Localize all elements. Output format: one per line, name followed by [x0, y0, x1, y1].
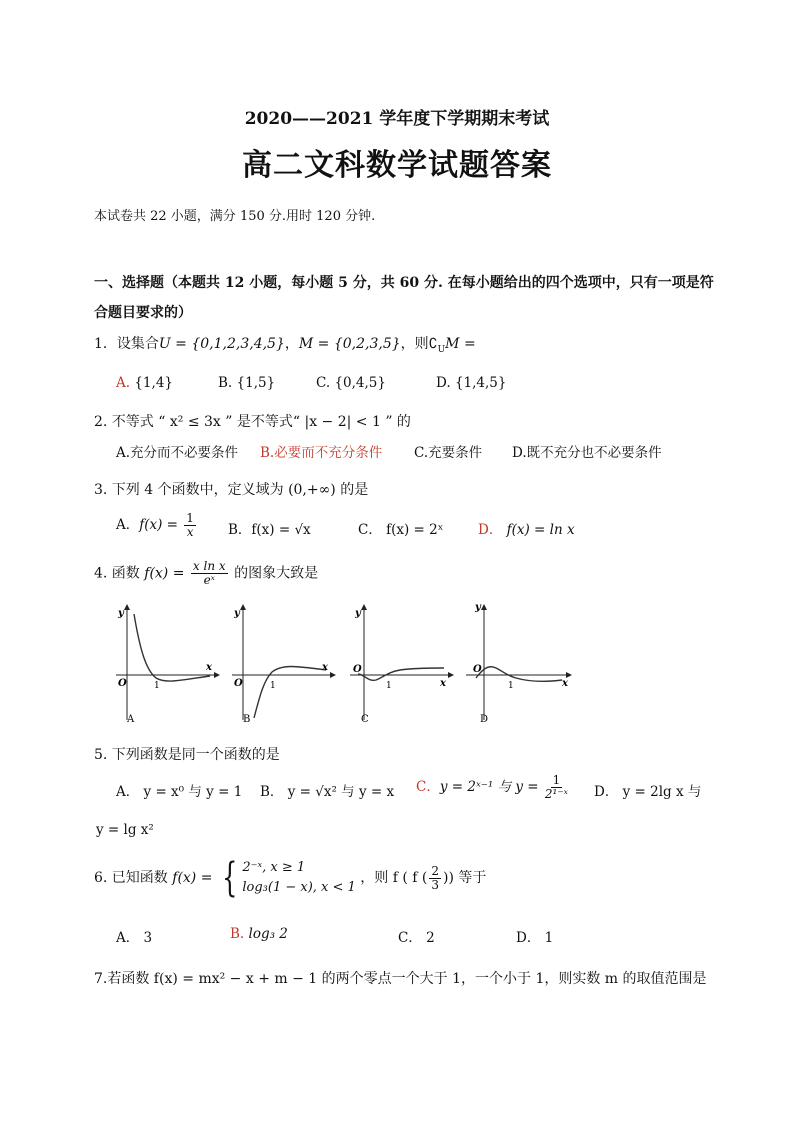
- exam-intro: 本试卷共 22 小题，满分 150 分.用时 120 分钟.: [94, 209, 376, 224]
- q5-option-c: C．y = 2ˣ⁻¹ 与 y = $\frac{1}{\text{2¹⁻ˣ}}$: [416, 773, 568, 801]
- fraction: $\frac{1}{\text{2¹⁻ˣ}}$: [544, 773, 568, 801]
- q5-option-d-continued: y = lg x²: [96, 822, 154, 838]
- question-5: 5. 下列函数是同一个函数的是: [94, 747, 280, 763]
- graph-option-c: [344, 600, 456, 725]
- question-6: 6. 已知函数 f(x) = { 2⁻ˣ, x ≥ 1 log₃(1 − x), x < 1 ，则 f ( f ( $\frac{2}{3}$ )) 等于: [94, 855, 487, 901]
- x-axis-label: x: [440, 678, 446, 689]
- x-axis-label: x: [562, 678, 568, 689]
- question-3: 3. 下列 4 个函数中，定义域为 (0,+∞) 的是: [94, 482, 369, 498]
- q5-option-a: A． y = x⁰ 与 y = 1: [116, 784, 243, 800]
- graph-label: A: [127, 714, 135, 725]
- graph-label: D: [480, 714, 489, 725]
- graph-option-b: [226, 600, 338, 725]
- question-7: 7.若函数 f(x) = mx² − x + m − 1 的两个零点一个大于 1，一个小于 1，则实数 m 的取值范围是: [94, 971, 707, 987]
- y-axis-label: y: [355, 608, 361, 619]
- fraction: $\frac{2}{3}$: [431, 863, 439, 892]
- q5-option-d: D． y = 2lg x 与: [594, 784, 702, 800]
- page-title: 高二文科数学试题答案: [242, 148, 552, 183]
- q2-option-b: B.必要而不充分条件: [260, 445, 383, 461]
- y-axis-label: y: [118, 608, 124, 619]
- y-axis-label: y: [234, 608, 240, 619]
- question-1: 1．设集合U = {0,1,2,3,4,5}，M = {0,2,3,5}，则$∁_UM$ =: [94, 336, 476, 355]
- graph-option-d: [460, 600, 574, 725]
- q2-option-c: C.充要条件: [414, 445, 483, 461]
- q5-option-b: B． y = √x² 与 y = x: [260, 784, 395, 800]
- section-heading: 一、选择题（本题共 12 小题，每小题 5 分，共 60 分. 在每小题给出的四个选项中，只有一项是符合题目要求的）: [94, 275, 714, 321]
- exam-header: 2020——2021 学年度下学期期末考试: [244, 109, 550, 129]
- q6-option-a: A． 3: [116, 930, 153, 946]
- q1-option-d: D. {1,4,5}: [436, 375, 507, 391]
- x-axis-label: x: [322, 662, 328, 673]
- origin-label: O: [473, 664, 482, 675]
- y-axis-label: y: [475, 602, 481, 613]
- q2-option-a: A.充分而不必要条件: [116, 445, 239, 461]
- fraction: $\frac{\text{x ln x}}{\text{eˣ}}$: [192, 559, 226, 587]
- q3-option-d: D． f(x) = ln x: [478, 522, 575, 538]
- q3-option-b: B．f(x) = √x: [228, 522, 311, 538]
- tick-label: 1: [154, 681, 160, 691]
- piecewise-brace: { 2⁻ˣ, x ≥ 1 log₃(1 − x), x < 1: [221, 855, 356, 901]
- question-2: 2. 不等式 “ x² ≤ 3x ” 是不等式“ |x − 2| < 1 ” 的: [94, 414, 411, 430]
- q6-option-c: C． 2: [398, 930, 435, 946]
- tick-label: 1: [270, 681, 276, 691]
- q6-option-d: D． 1: [516, 930, 554, 946]
- fraction: $\frac{1}{x}$: [186, 511, 194, 539]
- graph-option-a: [110, 600, 222, 725]
- question-4: 4. 函数 f(x) = $\frac{\text{x ln x}}{\text{eˣ}}$ 的图象大致是: [94, 559, 319, 587]
- origin-label: O: [118, 678, 127, 689]
- q3-option-c: C． f(x) = 2ˣ: [358, 522, 444, 538]
- origin-label: O: [353, 664, 362, 675]
- tick-label: 1: [508, 681, 514, 691]
- q1-option-a: A. {1,4}: [116, 375, 173, 391]
- graph-label: C: [361, 714, 369, 725]
- origin-label: O: [234, 678, 243, 689]
- q6-option-b: B. log₃ 2: [230, 926, 288, 942]
- q2-option-d: D.既不充分也不必要条件: [512, 445, 662, 461]
- q1-option-c: C. {0,4,5}: [316, 375, 386, 391]
- tick-label: 1: [386, 681, 392, 691]
- q1-option-b: B. {1,5}: [218, 375, 276, 391]
- graph-label: B: [243, 714, 251, 725]
- q3-option-a: A．f(x) = $\frac{1}{x}$: [116, 511, 194, 539]
- x-axis-label: x: [206, 662, 212, 673]
